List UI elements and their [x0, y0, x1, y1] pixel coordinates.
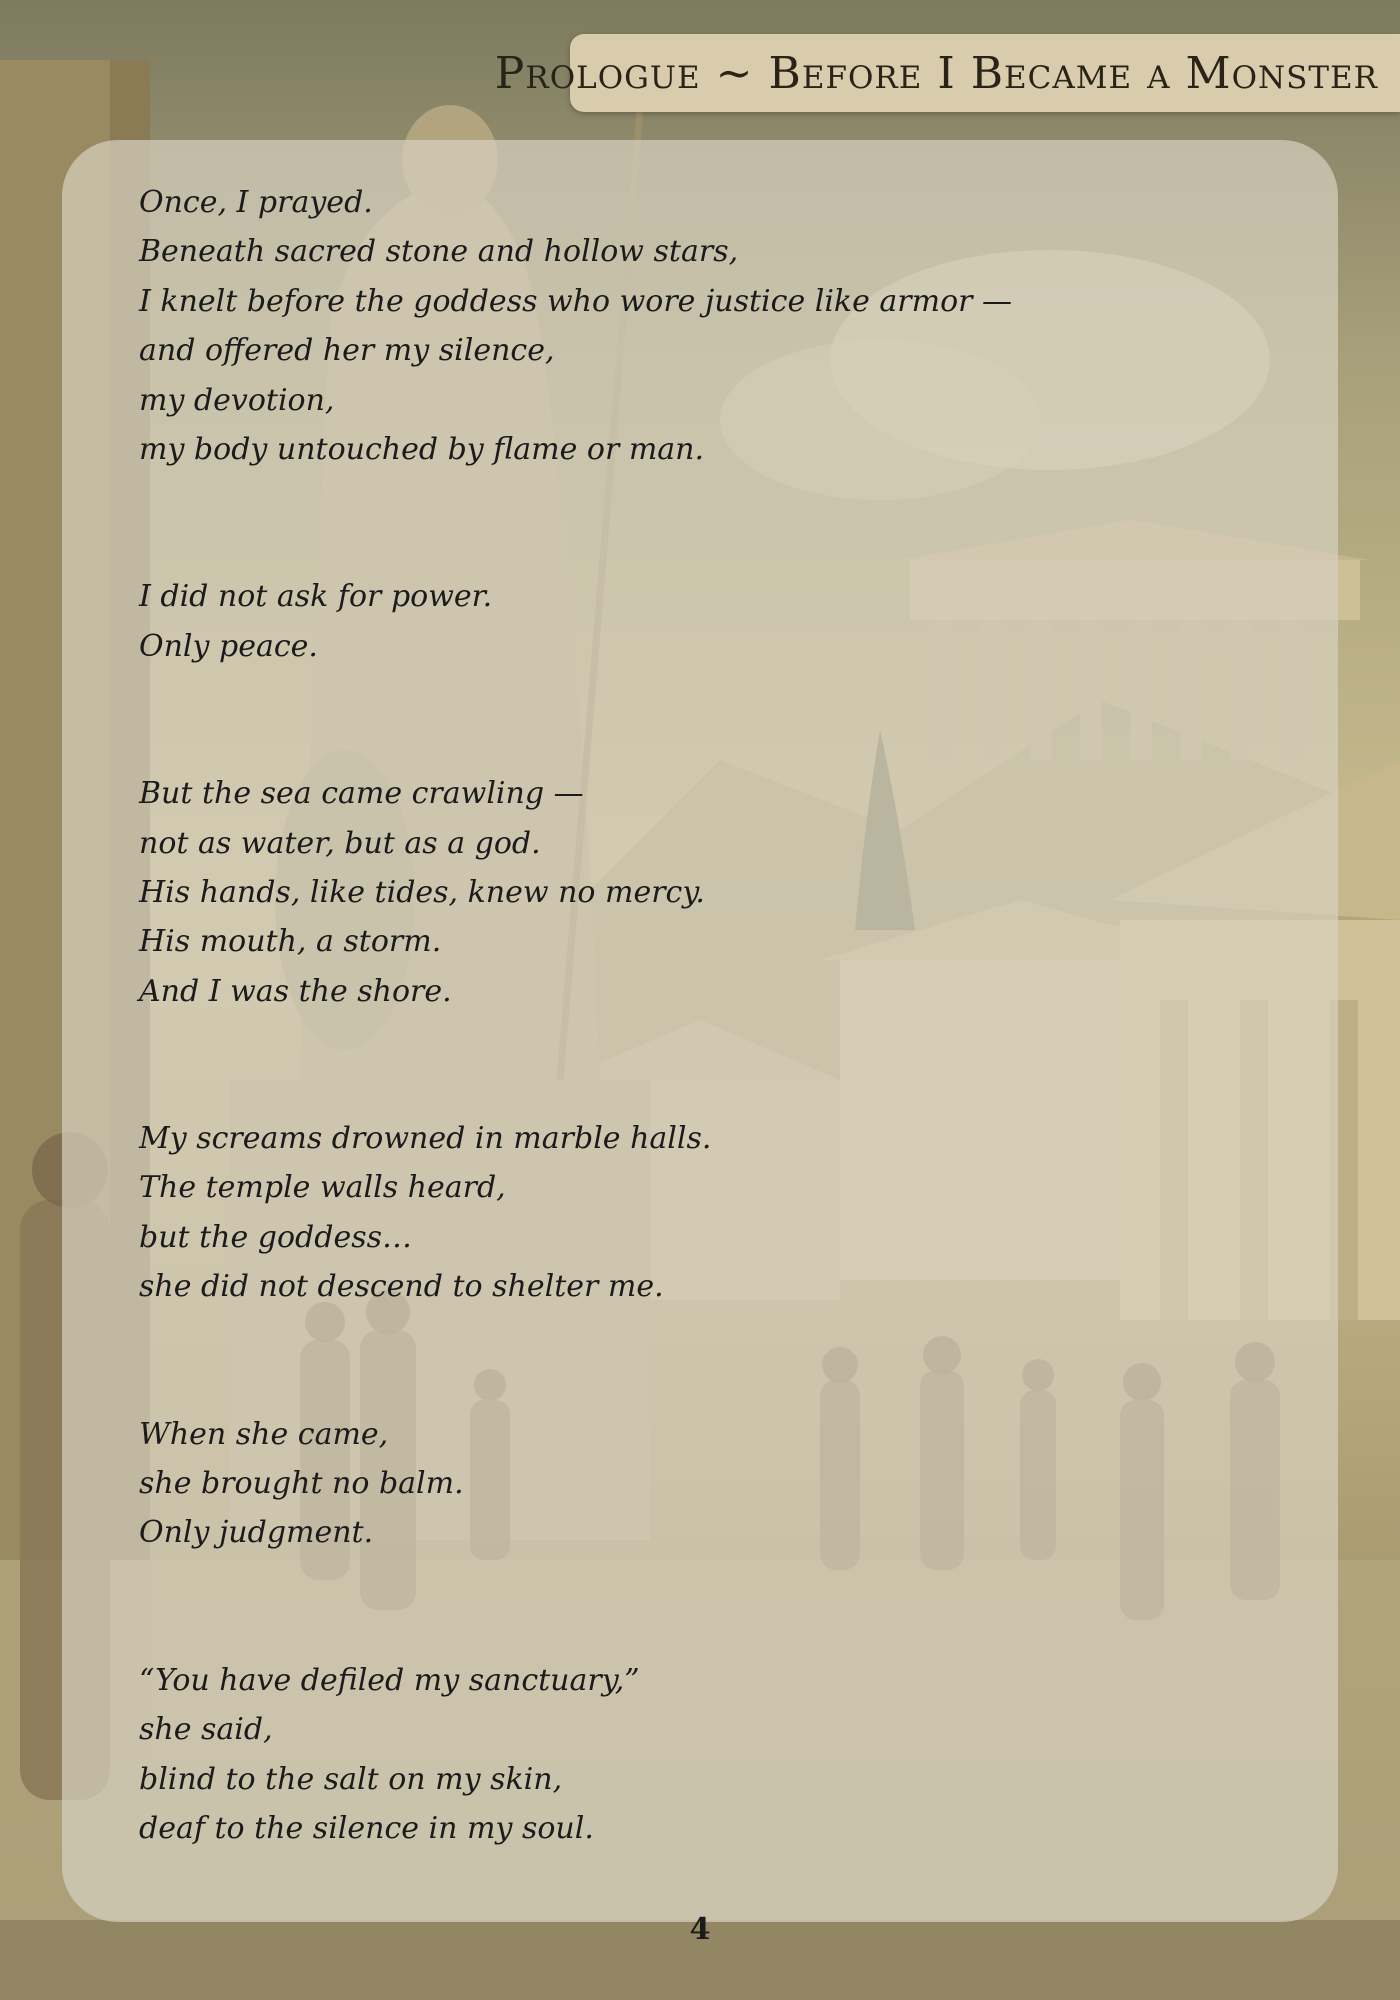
poem-line: And I was the shore.: [139, 973, 452, 1009]
poem-line: I knelt before the goddess who wore justice like armor —: [139, 283, 1013, 319]
poem-line: my body untouched by flame or man.: [139, 431, 705, 467]
poem-line: she brought no balm.: [139, 1466, 464, 1502]
poem-line: she did not descend to shelter me.: [139, 1269, 664, 1305]
poem-line: blind to the salt on my skin,: [139, 1761, 563, 1797]
chapter-header-tab: [494, 34, 1400, 112]
poem-stanza: [139, 1410, 1259, 1558]
poem-line: my devotion,: [139, 382, 335, 418]
poem-line: His mouth, a storm.: [139, 924, 442, 960]
poem-stanza: [139, 1114, 1259, 1312]
page-number: 4: [689, 1912, 711, 1947]
poem-line: His hands, like tides, knew no mercy.: [139, 874, 705, 910]
chapter-title: Prologue ~ Before I Became a Monster: [494, 47, 1378, 99]
poem-text: [139, 178, 1259, 1951]
poem-line: When she came,: [139, 1416, 389, 1452]
poem-line: The temple walls heard,: [139, 1170, 506, 1206]
poem-stanza: [139, 1656, 1259, 1854]
poem-line: Only peace.: [139, 628, 318, 664]
poem-line: she said,: [139, 1712, 273, 1748]
poem-line: and offered her my silence,: [139, 333, 555, 369]
poem-line: Beneath sacred stone and hollow stars,: [139, 234, 739, 270]
poem-line: deaf to the silence in my soul.: [139, 1810, 594, 1846]
poem-line: but the goddess…: [139, 1219, 413, 1255]
poem-line: “You have defiled my sanctuary,”: [139, 1662, 640, 1698]
poem-stanza: [139, 769, 1259, 1016]
poem-line: not as water, but as a god.: [139, 825, 541, 861]
poem-line: I did not ask for power.: [139, 579, 493, 615]
poem-stanza: [139, 178, 1259, 474]
poem-line: But the sea came crawling —: [139, 776, 584, 812]
poem-stanza: [139, 572, 1259, 671]
poem-line: My screams drowned in marble halls.: [139, 1121, 712, 1157]
poem-line: Once, I prayed.: [139, 185, 373, 220]
poem-line: Only judgment.: [139, 1515, 374, 1551]
